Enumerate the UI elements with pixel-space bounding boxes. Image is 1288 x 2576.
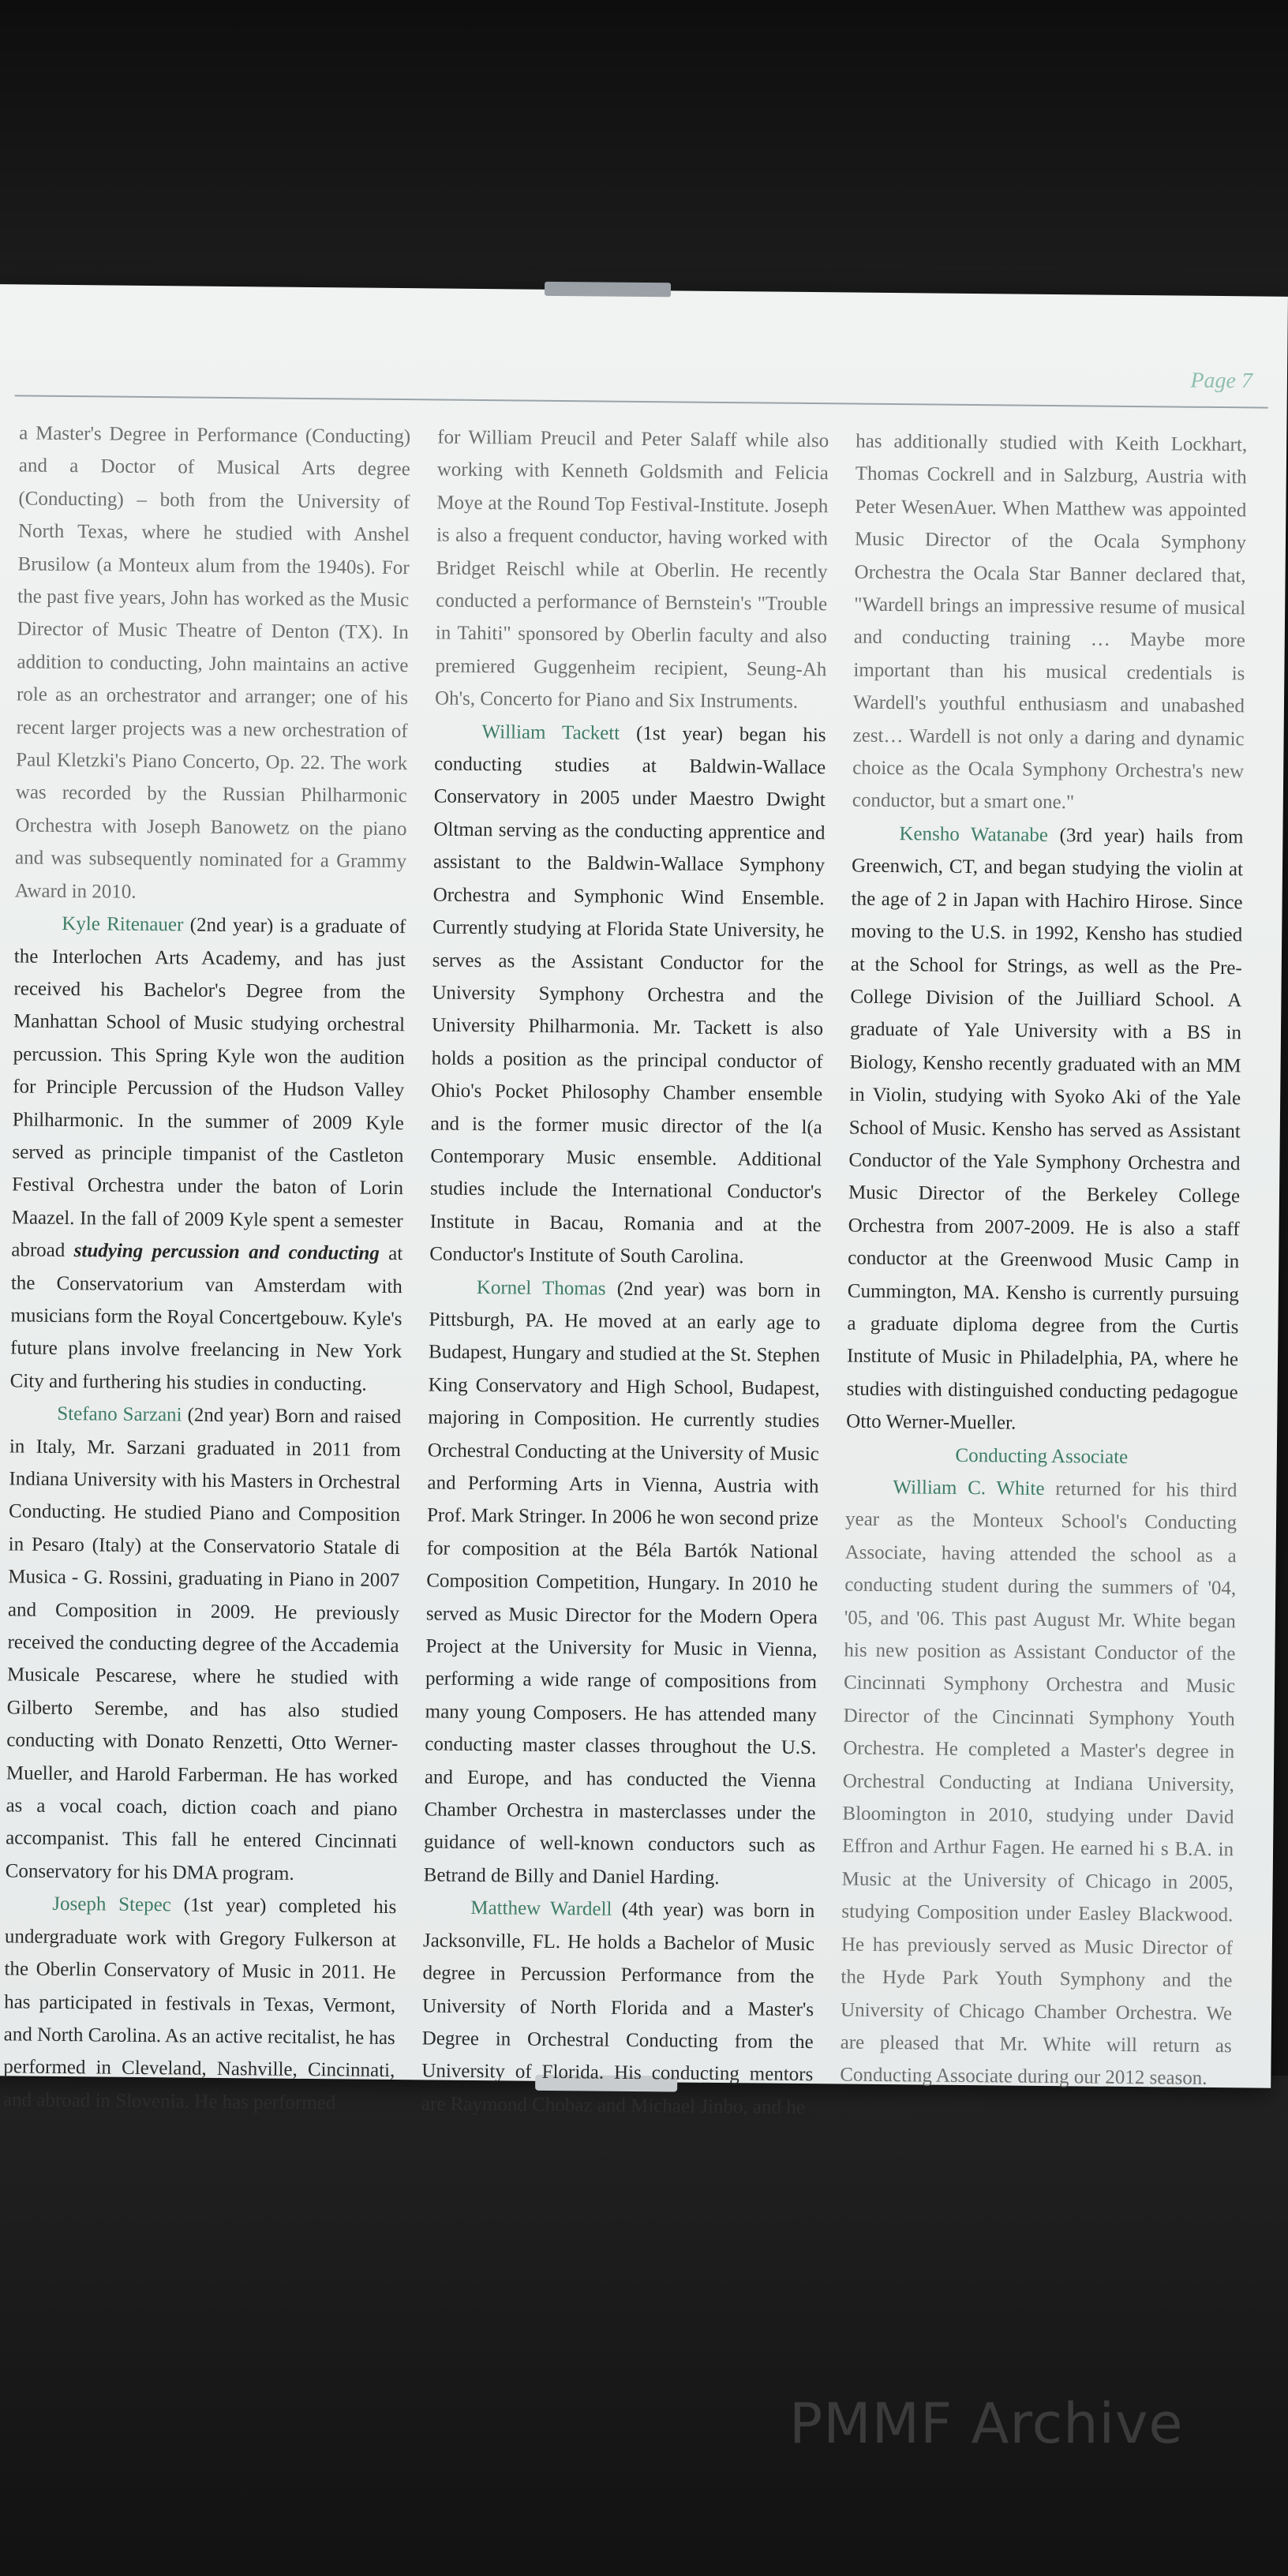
column-2 (421, 421, 829, 2124)
header-rule (15, 395, 1268, 408)
paragraph-william-tackett (429, 715, 826, 1275)
paragraph-stefano-sarzani (6, 1398, 402, 1892)
paragraph-joseph-stepec (3, 1888, 397, 2121)
paragraph-joseph-continued: for William Preucil and Peter Salaff while also working with Kenneth Goldsmith and Felicia Moye at the Round Top Festival-Institute. Joseph is also a frequent conductor, having worked with Bridget Reischl while at Oberlin. He recently conducted a performance of Bernstein's "Trouble in Tahiti" sponsored by Oberlin faculty and also premiered Guggenheim recipient, Seung-Ah Oh's, Concerto for Piano and Six Instruments. (434, 426, 829, 713)
bio-text: (3rd year) hails from Greenwich, CT, and began studying the violin at the age of 2 in Japan with Hachiro Hirose. Since moving to the U.S. in 1992, Kensho has studied at the School for Strings, as well as the Pre-College Division of the Juilliard School. A graduate of Yale University with a BS in Biology, Kensho recently graduated with an MM in Violin, studying with Syoko Aki of the Yale School of Music. Kensho has served as Assistant Conductor of the Yale Symphony Orchestra and Music Director of the Berkeley College Orchestra from 2007-2009. He is also a staff conductor at the Greenwood Music Camp in Cummington, MA. Kensho is currently pursuing a graduate diploma degree from the Curtis Institute of Music in Philadelphia, PA, where he studies with distinguished conducting pedagogue Otto Werner-Mueller. (846, 824, 1244, 1434)
bio-text: returned for his third year as the Monteux School's Conducting Associate, having attended the school as a conducting student during the summers of '04, '05, and '06. This past August Mr. White began his new position as Assistant Conductor of the Cincinnati Symphony Orchestra and Music Director of the Cincinnati Symphony Youth Orchestra. He completed a Master's degree in Orchestral Conducting at Indiana University, Bloomington in 2010, studying under David Effron and Arthur Fagen. He earned hi s B.A. in Music at the University of Chicago in 2005, studying Composition under Easley Blackwood. He has previously served as Music Director of the Hyde Park Youth Symphony and the University of Chicago Chamber Orchestra. We are pleased that Mr. White will return as Conducting Associate during our 2012 season. (840, 1477, 1237, 2090)
bio-text: at the Conservatorium van Amsterdam with musicians form the Royal Concertgebouw. Kyle's future plans involve freelancing in New York City and furthering his studies in conducting. (9, 1242, 403, 1395)
paragraph-matthew-continued: has additionally studied with Keith Lockhart, Thomas Cockrell and in Salzburg, Austria with Peter WesenAuer. When Matthew was appointed Music Director of the Ocala Symphony Orchestra the Ocala Star Banner declared that, "Wardell brings an impressive resume of musical and conducting training … Maybe more important than his musical credentials is Wardell's youthful enthusiasm and unabashed zest… Wardell is not only a daring and dynamic choice as the Ocala Symphony Orchestra's new conductor, but a smart one." (852, 430, 1248, 814)
page-number: Page 7 (1190, 368, 1253, 394)
bio-text: (2nd year) is a graduate of the Interlochen Arts Academy, and has just received his Bachelor's Degree from the Manhattan School of Music studying orchestral percussion. This Spring Kyle won the audition for Principle Percussion of the Hudson Valley Philharmonic. In the summer of 2009 Kyle served as principle timpanist of the Castleton Festival Orchestra under the baton of Lorin Maazel. In the fall of 2009 Kyle spent a semester abroad (11, 914, 406, 1262)
bio-name: William C. White (893, 1477, 1045, 1500)
background-top (0, 0, 1288, 300)
bio-name: Matthew Wardell (470, 1897, 612, 1920)
paragraph-matthew-wardell (421, 1892, 815, 2125)
paragraph-kensho-watanabe (846, 817, 1244, 1441)
bio-text: (4th year) was born in Jacksonville, FL. He holds a Bachelor of Music degree in Percussion Performance from the University of North Florida and a Master's Degree in Orchestral Conducting from the University of Florida. His conducting mentors are Raymond Chobaz and Michael Jinbo, and he (421, 1898, 815, 2118)
bio-name: Kornel Thomas (476, 1276, 606, 1300)
bio-text: (1st year) completed his undergraduate work with Gregory Fulkerson at the Oberlin Conservatory of Music in 2011. He has participated in festivals in Texas, Vermont, and North Carolina. As an active recitalist, he has performed in Cleveland, Nashville, Cincinnati, and abroad in Slovenia. He has performed (2, 1894, 397, 2114)
bio-name: Kensho Watanabe (899, 823, 1049, 846)
bio-text: (2nd year) Born and raised in Italy, Mr. Sarzani graduated in 2011 from Indiana University with his Masters in Orchestral Conducting. He studied Piano and Composition in Pesaro (Italy) at the Conservatorio Statale di Musica - G. Rossini, graduating in Piano in 2007 and Composition in 2009. He previously received the conducting degree of the Accademia Musicale Pescarese, where he studied with Gilberto Serembe, and has also studied conducting with Donato Renzetti, Otto Werner-Mueller, and Harold Farberman. He has worked as a vocal coach, diction coach and piano accompanist. This fall he entered Cincinnati Conservatory for his DMA program. (5, 1404, 402, 1885)
archive-watermark: PMMF Archive (789, 2391, 1184, 2456)
column-3 (840, 425, 1247, 2095)
bio-name: Stefano Sarzani (57, 1403, 182, 1426)
newsletter-page (0, 284, 1288, 2118)
bio-text: (1st year) began his conducting studies at Baldwin-Wallace Conservatory in 2005 under Maestro Dwight Oltman serving as the conducting apprentice and assistant to the Baldwin-Wallace Symphony Orchestra and Symphonic Wind Ensemble. Currently studying at Florida State University, he serves as the Assistant Conductor for the University Symphony Orchestra and the University Philharmonia. Mr. Tackett is also holds a position as the principal conductor of Ohio's Pocket Philosophy Chamber ensemble and is the former music director of the l(a Contemporary Music ensemble. Additional studies include the International Conductor's Institute in Bacau, Romania and at the Conductor's Institute of South Carolina. (429, 722, 826, 1268)
paragraph-john-continued: a Master's Degree in Performance (Conducting) and a Doctor of Musical Arts degree (Conducting) – both from the University of North Texas, where he studied with Anshel Brusilow (a Monteux alum from the 1940s). For the past five years, John has worked as the Music Director of Music Theatre of Denton (TX). In addition to conducting, John maintains an active role as an orchestrator and arranger; one of his recent larger projects was a new orchestration of Paul Kletzki's Piano Concerto, Op. 22. The work was recorded by the Russian Philharmonic Orchestra with Joseph Banowetz on the piano and was subsequently nominated for a Grammy Award in 2010. (14, 422, 411, 903)
paragraph-william-white (840, 1471, 1237, 2095)
bio-emphasis: studying percussion and conducting (73, 1240, 380, 1264)
binder-clip-top (545, 282, 671, 298)
paragraph-kyle-ritenauer (9, 907, 406, 1401)
bio-text: (2nd year) was born in Pittsburgh, PA. He moved at an early age to Budapest, Hungary and studied at the St. Stephen King Conservatory and High School, Budapest, majoring in Composition. He currently studies Orchestral Conducting at the University of Music and Performing Arts in Vienna, Austria with Prof. Mark Stringer. In 2006 he won second prize for composition at the Béla Bartók National Composition Competition, Hungary. In 2010 he served as Music Director for the Modern Opera Project at the University for Music in Vienna, performing a wide range of compositions from many young Composers. He has attended many conducting master classes throughout the U.S. and Europe, and has conducted the Vienna Chamber Orchestra in masterclasses under the guidance of well-known conductors such as Betrand de Billy and Daniel Harding. (423, 1278, 821, 1889)
background-bottom (0, 2076, 1288, 2576)
column-1 (3, 417, 411, 2120)
bio-name: Joseph Stepec (52, 1893, 171, 1916)
bio-name: William Tackett (481, 721, 620, 744)
section-heading-conducting-associate: Conducting Associate (955, 1444, 1129, 1468)
bio-name: Kyle Ritenauer (62, 913, 184, 936)
paragraph-kornel-thomas (424, 1271, 822, 1895)
